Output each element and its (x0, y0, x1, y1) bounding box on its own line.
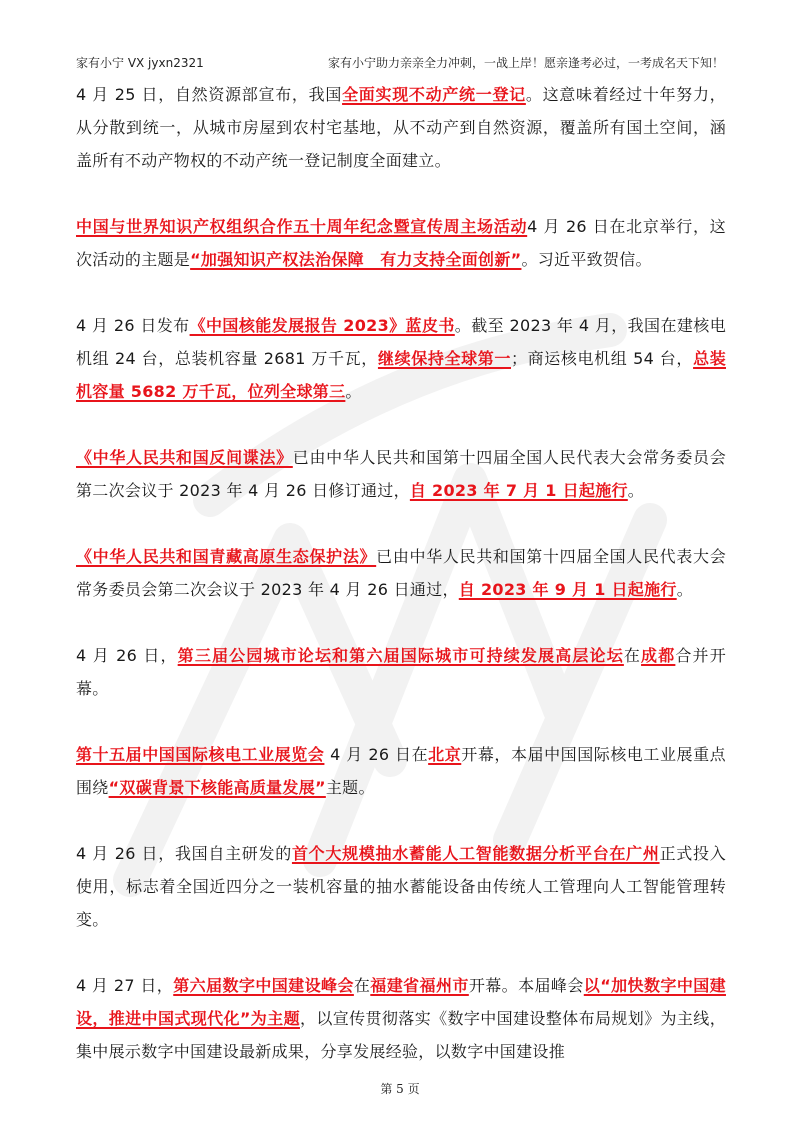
highlighted-text: 中国与世界知识产权组织合作五十周年纪念暨宣传周主场活动 (76, 217, 528, 236)
highlighted-text: 首个大规模抽水蓄能人工智能数据分析平台在广州 (291, 844, 660, 863)
highlighted-text: 以“加快数字中国建设，推进中国式现代化”为主题 (76, 976, 726, 1028)
body-text: 在 (623, 646, 642, 665)
body-text: 4 月 26 日在 (324, 745, 429, 764)
highlighted-text: 全面实现不动产统一登记 (342, 85, 526, 104)
body-text: 开幕。本届峰会 (468, 976, 584, 995)
header-left-text: 家有小宁 VX jyxn2321 (76, 56, 204, 70)
page-number: 第 5 页 (380, 1082, 420, 1096)
highlighted-text: 第六届数字中国建设峰会 (173, 976, 354, 995)
paragraph (76, 837, 726, 936)
paragraph (76, 210, 726, 276)
highlighted-text: 成都 (641, 646, 676, 665)
paragraph (76, 738, 726, 804)
body-text: 4 月 27 日， (76, 976, 174, 995)
highlighted-text: 《中华人民共和国青藏高原生态保护法》 (76, 547, 377, 566)
body-text: 主题。 (325, 778, 375, 797)
page-header (76, 54, 724, 74)
header-right-text: 家有小宁助力亲亲全力冲刺，一战上岸！愿亲逢考必过，一考成名天下知！ (327, 56, 724, 70)
body-text: 。 (676, 580, 694, 599)
highlighted-text: 自 2023 年 9 月 1 日起施行 (458, 580, 677, 599)
body-text: ，以宣传贯彻落实《数字中国建设整体布局规划》为主线，集中展示数字中国建设最新成果，分享发展经验，以数字中国建设推 (76, 1009, 726, 1061)
body-text: 正式投入使用，标志着全国近四分之一装机容量的抽水蓄能设备由传统人工管理向人工智能管理转变。 (76, 844, 726, 929)
paragraph (76, 969, 726, 1068)
body-text: 。这意味着经过十年努力，从分散到统一，从城市房屋到农村宅基地，从不动产到自然资源，覆盖所有国土空间，涵盖所有不动产物权的不动产统一登记制度全面建立。 (76, 85, 726, 170)
body-text: 。 (345, 382, 362, 401)
body-text: 。 (627, 481, 645, 500)
highlighted-text: 总装机容量 5682 万千瓦，位列全球第三 (76, 349, 726, 401)
body-text: 开幕，本届中国国际核电工业展重点围绕 (76, 745, 726, 797)
highlighted-text: 《中国核能发展报告 2023》蓝皮书 (189, 316, 455, 335)
paragraph (76, 78, 726, 177)
paragraph (76, 540, 726, 606)
paragraph (76, 441, 726, 507)
body-text: ；商运核电机组 54 台， (510, 349, 694, 368)
body-text: 。习近平致贺信。 (521, 250, 652, 269)
body-text: 。截至 2023 年 4 月，我国在建核电机组 24 台，总装机容量 2681 万千瓦， (76, 316, 727, 368)
highlighted-text: “加强知识产权法治保障 有力支持全面创新” (190, 250, 522, 269)
highlighted-text: 第十五届中国国际核电工业展览会 (76, 745, 325, 764)
body-text: 已由中华人民共和国第十四届全国人民代表大会常务委员会第二次会议于 2023 年 4 月 26 日通过， (76, 547, 726, 599)
body-text: 在 (353, 976, 371, 995)
body-text: 4 月 26 日在北京举行，这次活动的主题是 (76, 217, 726, 269)
highlighted-text: 《中华人民共和国反间谍法》 (76, 448, 293, 467)
paragraph (76, 309, 726, 408)
body-text: 合并开幕。 (76, 646, 726, 698)
body-text: 4 月 25 日，自然资源部宣布，我国 (76, 85, 343, 104)
highlighted-text: 第三届公园城市论坛和第六届国际城市可持续发展高层论坛 (177, 646, 624, 665)
highlighted-text: 自 2023 年 7 月 1 日起施行 (409, 481, 628, 500)
document-body (76, 78, 726, 1101)
highlighted-text: 继续保持全球第一 (377, 349, 511, 368)
body-text: 4 月 26 日发布 (76, 316, 190, 335)
highlighted-text: 北京 (428, 745, 462, 764)
highlighted-text: “双碳背景下核能高质量发展” (108, 778, 326, 797)
body-text: 4 月 26 日，我国自主研发的 (76, 844, 292, 863)
highlighted-text: 福建省福州市 (370, 976, 469, 995)
body-text: 4 月 26 日， (76, 646, 178, 665)
body-text: 已由中华人民共和国第十四届全国人民代表大会常务委员会第二次会议于 2023 年 4 月 26 日修订通过， (76, 448, 726, 500)
paragraph (76, 639, 726, 705)
